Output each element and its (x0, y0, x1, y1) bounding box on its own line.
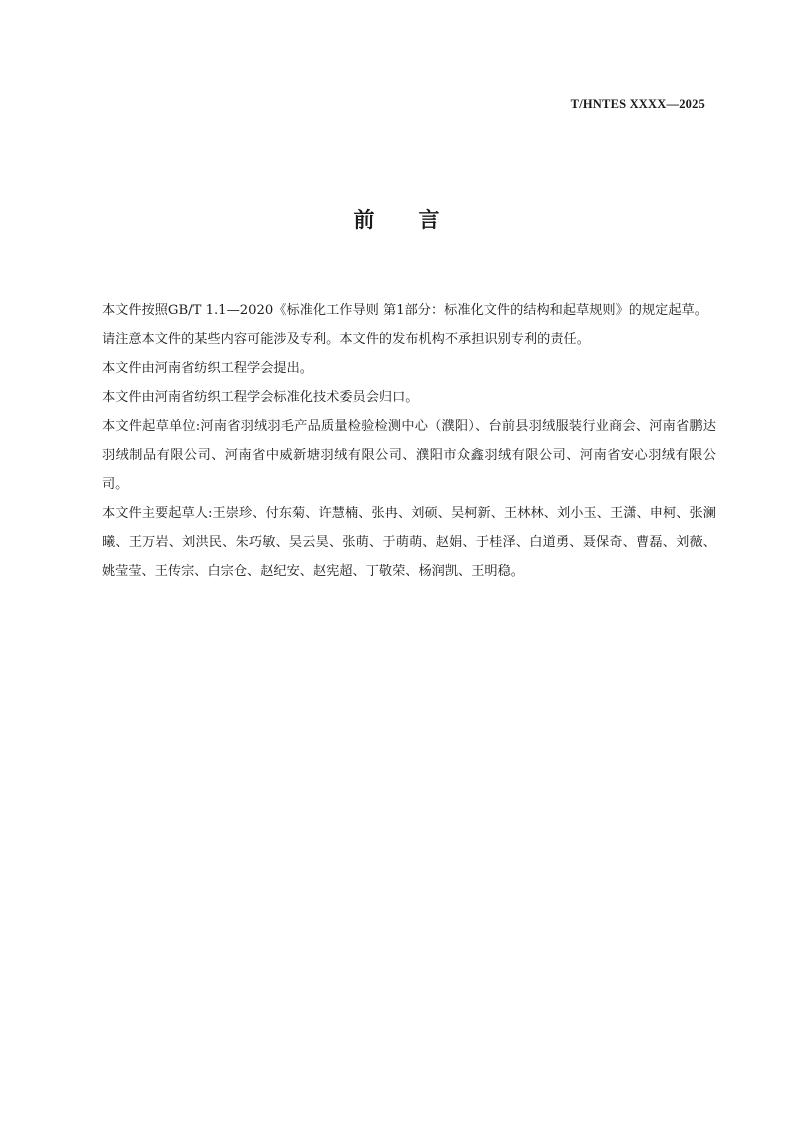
section-title (0, 204, 793, 234)
paragraph-standard-basis: 本文件按照GB/T 1.1—2020《标准化工作导则 第1部分：标准化文件的结构和起草规则》的规定起草。 (102, 303, 708, 318)
paragraph-drafters: 本文件主要起草人:王崇珍、付东菊、许慧楠、张冉、刘硕、吴柯新、王林林、刘小玉、王潇、申柯、张澜曦、王万岩、刘洪民、朱巧敏、吴云昊、张萌、于萌萌、赵娟、于桂泽、白道勇、聂保奇、曹磊、刘薇、姚莹莹、王传宗、白宗仓、赵纪安、赵宪超、丁敬荣、杨润凯、王明稳。 (102, 506, 716, 579)
paragraph-patent-notice: 请注意本文件的某些内容可能涉及专利。本文件的发布机构不承担识别专利的责任。 (102, 332, 590, 347)
title-char-1: 前 (353, 208, 375, 232)
paragraph-proposer: 本文件由河南省纺织工程学会提出。 (102, 361, 313, 376)
foreword-body (102, 296, 716, 586)
paragraph-drafting-units: 本文件起草单位:河南省羽绒羽毛产品质量检验检测中心（濮阳）、台前县羽绒服装行业商会、河南省鹏达羽绒制品有限公司、河南省中威新塘羽绒有限公司、濮阳市众鑫羽绒有限公司、河南省安心羽绒有限公司。 (102, 419, 716, 492)
title-char-2: 言 (418, 208, 440, 232)
paragraph-administrator: 本文件由河南省纺织工程学会标准化技术委员会归口。 (102, 390, 419, 405)
document-code: T/HNTES XXXX—2025 (570, 97, 705, 111)
